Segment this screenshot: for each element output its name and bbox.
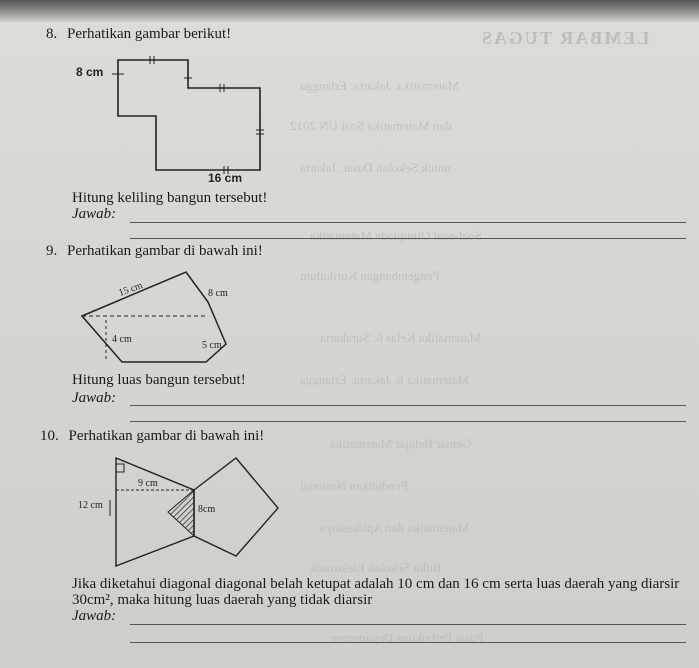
q9-label-height: 4 cm <box>112 334 132 345</box>
bleed-through-text: Matematika. Jakarta: Erlangga <box>300 78 460 93</box>
q9-label-side: 5 cm <box>202 340 222 351</box>
q9-label-top: 15 cm <box>117 280 145 299</box>
answer-line[interactable] <box>130 642 686 643</box>
bleed-through-text: Pengembangan Kurikulum <box>300 268 440 283</box>
bleed-through-text: Gemar Belajar Matematika <box>330 436 472 451</box>
page-top-band <box>0 0 699 22</box>
bleed-through-text: Pusat Perbukuan Departemen <box>330 630 484 645</box>
bleed-through-text: Matematika dan Aplikasinya <box>320 520 470 535</box>
q10-prompt-line2: 30cm², maka hitung luas daerah yang tidak diarsir <box>72 592 373 608</box>
question-title: Perhatikan gambar di bawah ini! <box>67 243 263 259</box>
q8-shape <box>118 60 260 170</box>
q8-label-height: 8 cm <box>76 65 104 79</box>
bleed-through-text: untuk Sekolah Dasar. Jakarta <box>300 160 451 175</box>
question-title: Perhatikan gambar berikut! <box>67 26 232 42</box>
bleed-through-text: Soal-soal Olimpiade Matematika <box>310 228 482 243</box>
bleed-through-title: LEMBAR TUGAS <box>480 28 650 48</box>
bleed-through-text: Matematika 6. Jakarta: Erlangga <box>300 372 469 387</box>
q10-label-mid: 8cm <box>198 504 216 515</box>
q8-prompt: Hitung keliling bangun tersebut! <box>72 190 268 206</box>
question-number: 10. <box>40 428 59 444</box>
q8-figure <box>70 50 280 185</box>
answer-line[interactable] <box>130 405 686 406</box>
question-9-heading <box>46 243 263 260</box>
answer-line[interactable] <box>130 421 686 422</box>
q9-label-right: 8 cm <box>208 288 228 299</box>
q9-jawab-label: Jawab: <box>72 390 117 406</box>
bleed-through-text: Matematika Kelas 6. Surakarta <box>320 330 481 345</box>
q10-shaded-region <box>168 490 194 536</box>
question-8-heading <box>46 26 231 43</box>
q9-prompt: Hitung luas bangun tersebut! <box>72 372 246 388</box>
bleed-through-text: Pendidikan Nasional <box>300 478 408 493</box>
q8-label-width: 16 cm <box>208 171 243 185</box>
answer-line[interactable] <box>130 624 686 625</box>
question-10-heading <box>40 428 264 445</box>
q10-label-left: 12 cm <box>78 500 103 511</box>
q10-jawab-label: Jawab: <box>72 608 117 624</box>
q9-figure <box>76 266 246 376</box>
q8-jawab-label: Jawab: <box>72 206 117 222</box>
bleed-through-text: dan Matematika Soal UN 2012 <box>290 118 452 133</box>
q10-label-top: 9 cm <box>138 478 158 489</box>
question-number: 9. <box>46 243 58 259</box>
answer-line[interactable] <box>130 238 686 239</box>
bleed-through-text: Buku Sekolah Elektronik <box>310 560 442 575</box>
q10-prompt-line1: Jika diketahui diagonal diagonal belah ketupat adalah 10 cm dan 16 cm serta luas daerah yang diarsir <box>72 576 680 592</box>
answer-line[interactable] <box>130 222 686 223</box>
q10-figure <box>76 450 296 570</box>
question-title: Perhatikan gambar di bawah ini! <box>68 428 265 444</box>
question-number: 8. <box>46 26 58 42</box>
